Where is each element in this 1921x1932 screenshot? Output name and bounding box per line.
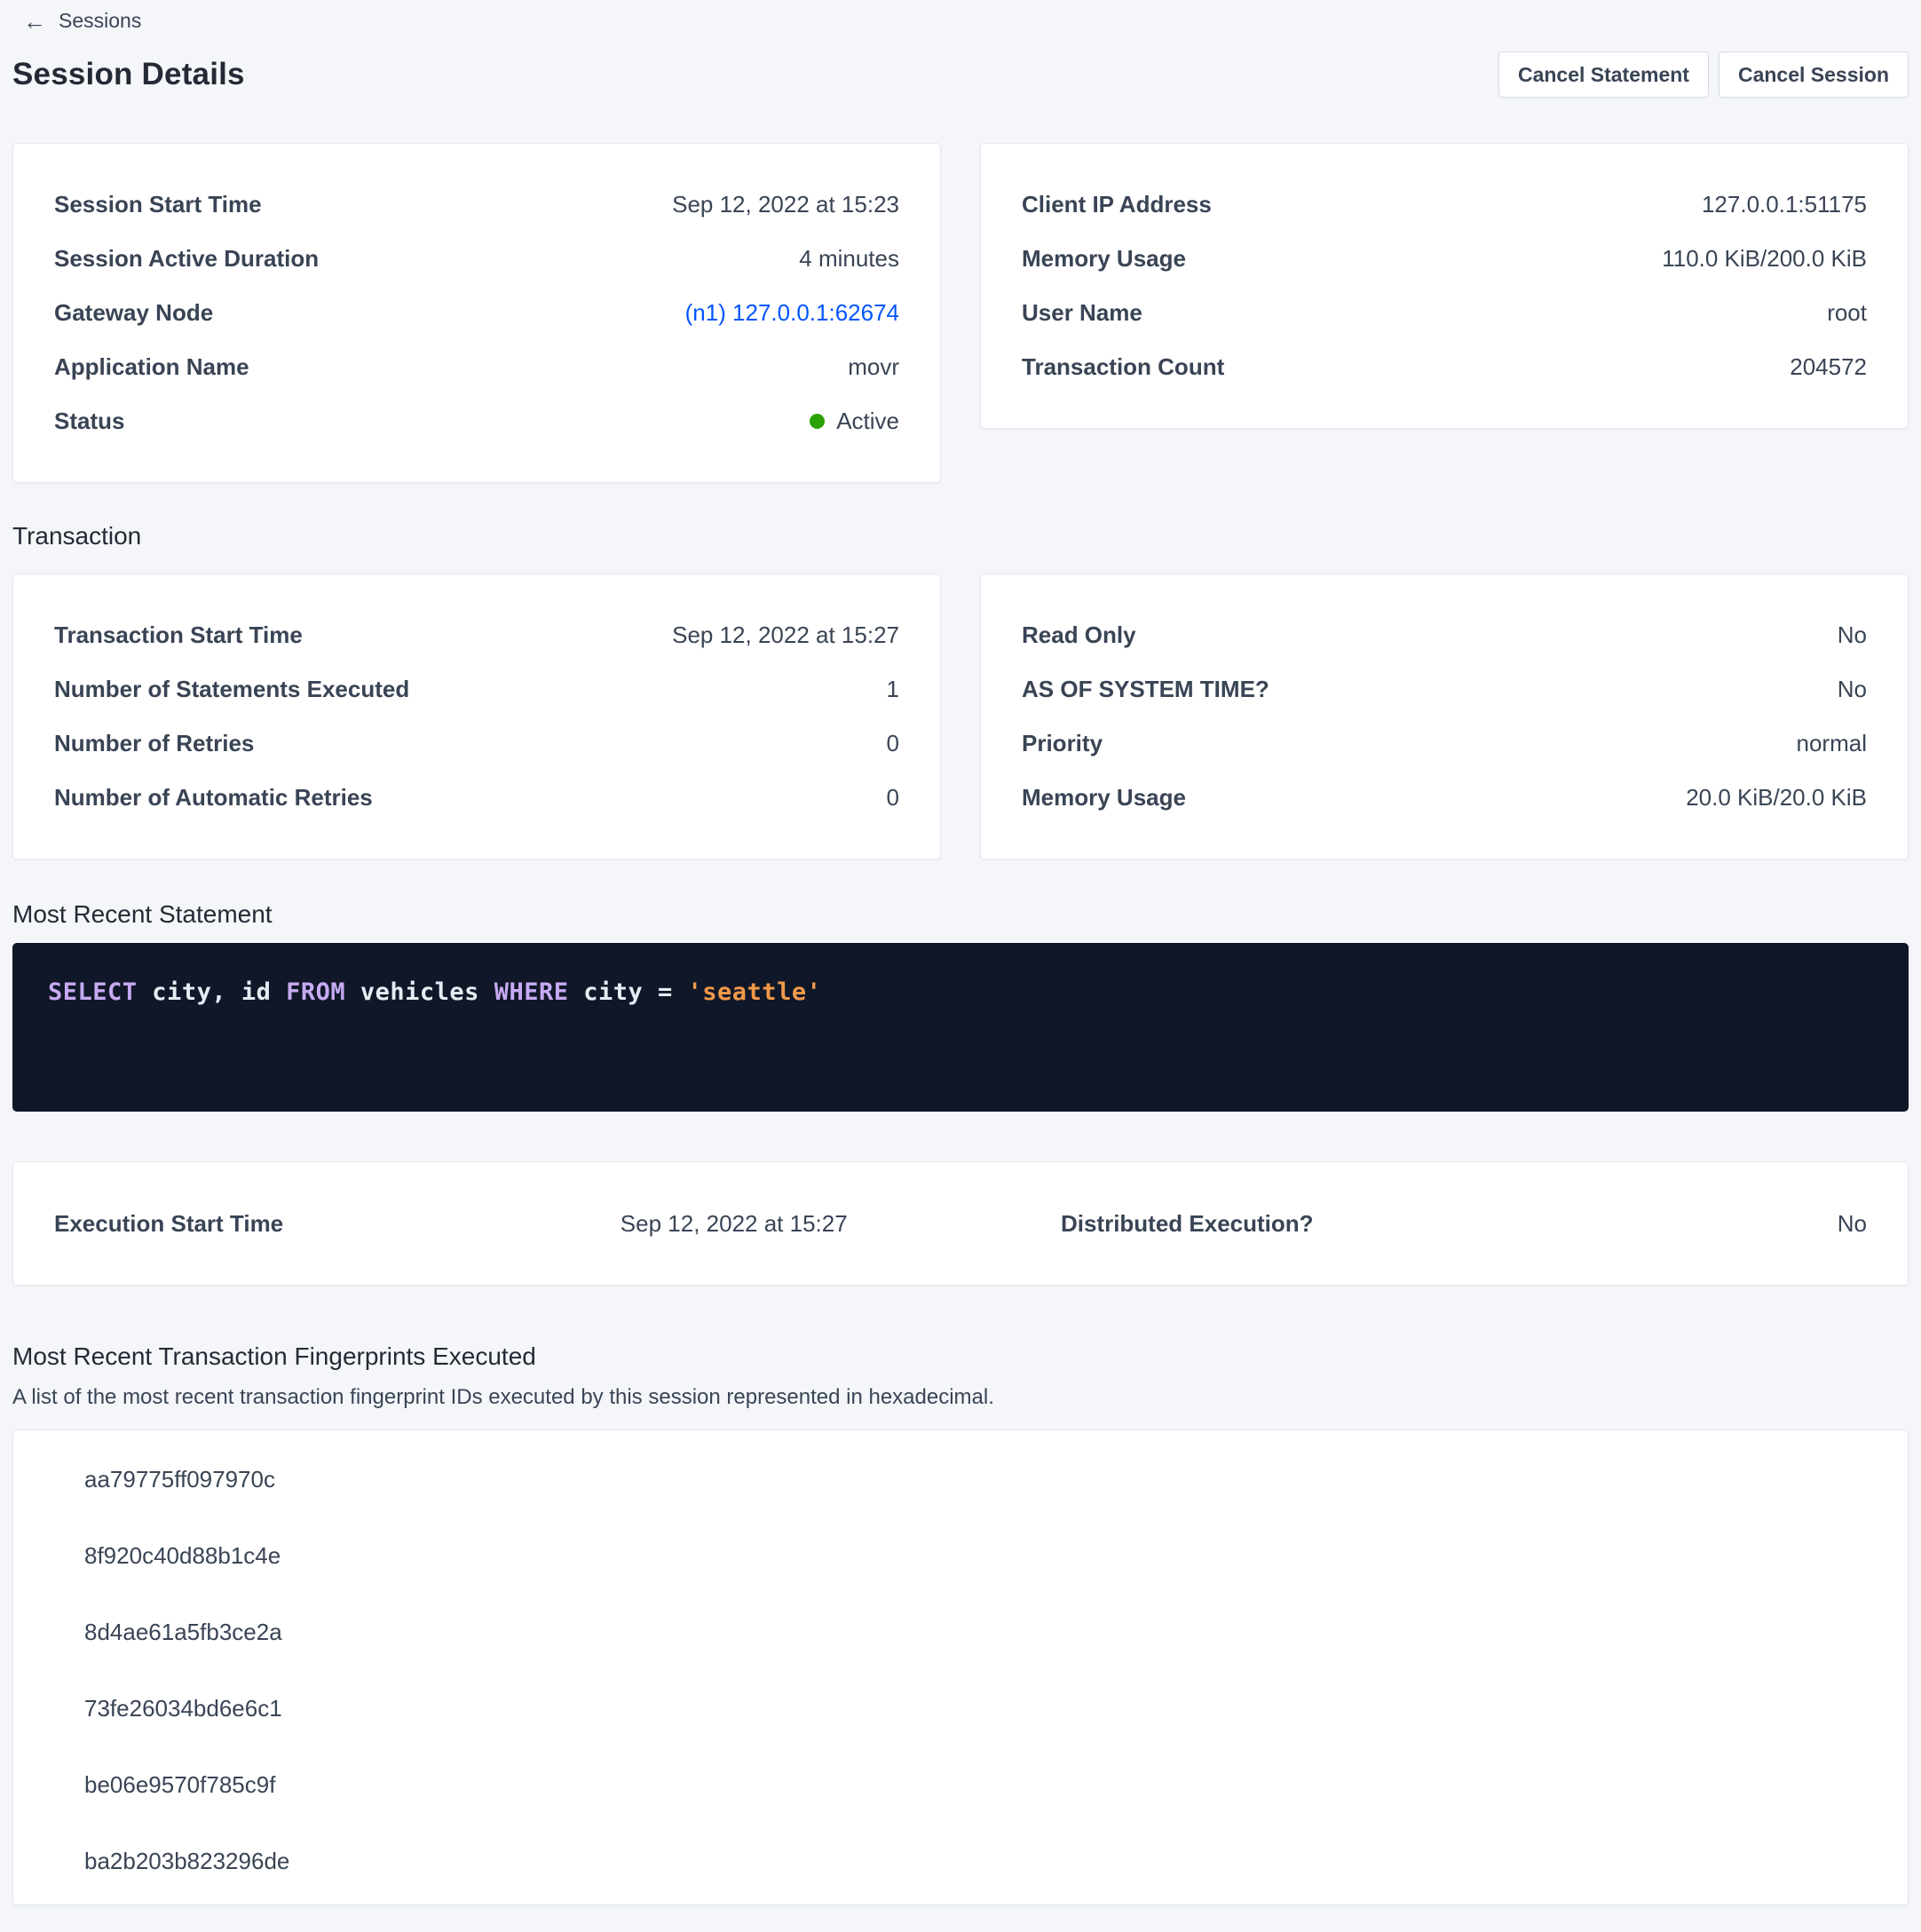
sql-text: city = [568, 978, 688, 1006]
application-name-label: Application Name [54, 353, 249, 380]
fingerprint-list-item: 8d4ae61a5fb3ce2a [84, 1618, 282, 1645]
as-of-system-time-label: AS OF SYSTEM TIME? [1022, 676, 1269, 702]
arrow-left-icon: ← [23, 7, 46, 35]
session-start-time-row [54, 178, 899, 232]
session-summary-card-left [12, 143, 941, 483]
session-summary-card-right [980, 143, 1909, 429]
fingerprint-list-item: aa79775ff097970c [84, 1465, 275, 1493]
distributed-execution-label: Distributed Execution? [1060, 1209, 1314, 1237]
session-start-time-label: Session Start Time [54, 191, 262, 218]
application-name-value: movr [848, 353, 899, 380]
cancel-statement-button[interactable]: Cancel Statement [1498, 51, 1709, 98]
transaction-section-heading: Transaction [12, 522, 142, 550]
sql-text: vehicles [345, 978, 494, 1006]
breadcrumb-back-sessions[interactable] [12, 9, 141, 33]
client-ip-row [1022, 178, 1867, 232]
session-memory-usage-value: 110.0 KiB/200.0 KiB [1662, 245, 1867, 272]
as-of-system-time-row [1022, 662, 1867, 717]
gateway-node-link[interactable]: (n1) 127.0.0.1:62674 [684, 299, 899, 326]
cancel-session-button[interactable]: Cancel Session [1719, 51, 1909, 98]
transaction-count-value: 204572 [1790, 353, 1867, 380]
most-recent-statement-heading: Most Recent Statement [12, 900, 273, 928]
user-name-label: User Name [1022, 299, 1142, 326]
fingerprints-description: A list of the most recent transaction fingerprint IDs executed by this session represented in hexadecimal. [12, 1385, 994, 1409]
sql-keyword: FROM [286, 978, 346, 1006]
fingerprint-list-item: 73fe26034bd6e6c1 [84, 1694, 282, 1722]
fingerprints-heading: Most Recent Transaction Fingerprints Executed [12, 1342, 536, 1370]
transaction-count-row [1022, 340, 1867, 394]
distributed-execution-value: No [1837, 1209, 1867, 1237]
client-ip-label: Client IP Address [1022, 191, 1212, 218]
status-row [54, 394, 899, 448]
transaction-card-left [12, 574, 941, 859]
automatic-retries-row [54, 771, 899, 825]
transaction-card-right [980, 574, 1909, 859]
gateway-node-label: Gateway Node [54, 299, 214, 326]
priority-value: normal [1796, 730, 1867, 756]
sql-keyword: SELECT [48, 978, 138, 1006]
fingerprints-card [12, 1429, 1909, 1905]
transaction-start-time-value: Sep 12, 2022 at 15:27 [672, 622, 899, 648]
txn-memory-usage-row [1022, 771, 1867, 825]
page-title: Session Details [12, 57, 245, 91]
session-memory-usage-label: Memory Usage [1022, 245, 1186, 272]
fingerprint-list-item: be06e9570f785c9f [84, 1770, 276, 1798]
transaction-start-time-label: Transaction Start Time [54, 622, 303, 648]
retries-label: Number of Retries [54, 730, 255, 756]
breadcrumb-label: Sessions [59, 9, 142, 32]
retries-row [54, 717, 899, 771]
session-active-duration-value: 4 minutes [799, 245, 899, 272]
transaction-summary-row [12, 574, 1909, 859]
read-only-value: No [1837, 622, 1867, 648]
session-active-duration-row [54, 232, 899, 286]
transaction-start-time-row [54, 608, 899, 662]
sql-statement-code [48, 978, 1873, 1006]
statements-executed-value: 1 [886, 676, 899, 702]
read-only-row [1022, 608, 1867, 662]
as-of-system-time-value: No [1837, 676, 1867, 702]
transaction-count-label: Transaction Count [1022, 353, 1225, 380]
sql-statement-box [12, 943, 1909, 1112]
session-memory-usage-row [1022, 232, 1867, 286]
execution-start-time-label: Execution Start Time [54, 1209, 284, 1237]
status-value: Active [836, 408, 899, 434]
status-badge [810, 408, 899, 435]
user-name-value: root [1827, 299, 1867, 326]
sql-keyword: WHERE [494, 978, 569, 1006]
gateway-node-row [54, 286, 899, 340]
priority-row [1022, 717, 1867, 771]
session-active-duration-label: Session Active Duration [54, 245, 320, 272]
execution-summary-card [12, 1161, 1909, 1286]
header-actions [1498, 51, 1909, 98]
fingerprint-list-item: ba2b203b823296de [84, 1847, 290, 1874]
statements-executed-label: Number of Statements Executed [54, 676, 410, 702]
sql-string-literal: 'seattle' [687, 978, 822, 1006]
automatic-retries-value: 0 [886, 784, 899, 811]
application-name-row [54, 340, 899, 394]
status-label: Status [54, 408, 125, 434]
read-only-label: Read Only [1022, 622, 1136, 648]
fingerprint-list-item: 8f920c40d88b1c4e [84, 1541, 281, 1569]
user-name-row [1022, 286, 1867, 340]
retries-value: 0 [886, 730, 899, 756]
automatic-retries-label: Number of Automatic Retries [54, 784, 373, 811]
statements-executed-row [54, 662, 899, 717]
priority-label: Priority [1022, 730, 1103, 756]
session-start-time-value: Sep 12, 2022 at 15:23 [672, 191, 899, 218]
title-row [12, 51, 1909, 99]
txn-memory-usage-value: 20.0 KiB/20.0 KiB [1686, 784, 1867, 811]
txn-memory-usage-label: Memory Usage [1022, 784, 1186, 811]
status-active-dot-icon [810, 414, 825, 429]
client-ip-value: 127.0.0.1:51175 [1701, 191, 1867, 218]
session-summary-row [12, 143, 1909, 483]
sql-text: city, id [137, 978, 287, 1006]
execution-start-time-value: Sep 12, 2022 at 15:27 [620, 1209, 848, 1237]
